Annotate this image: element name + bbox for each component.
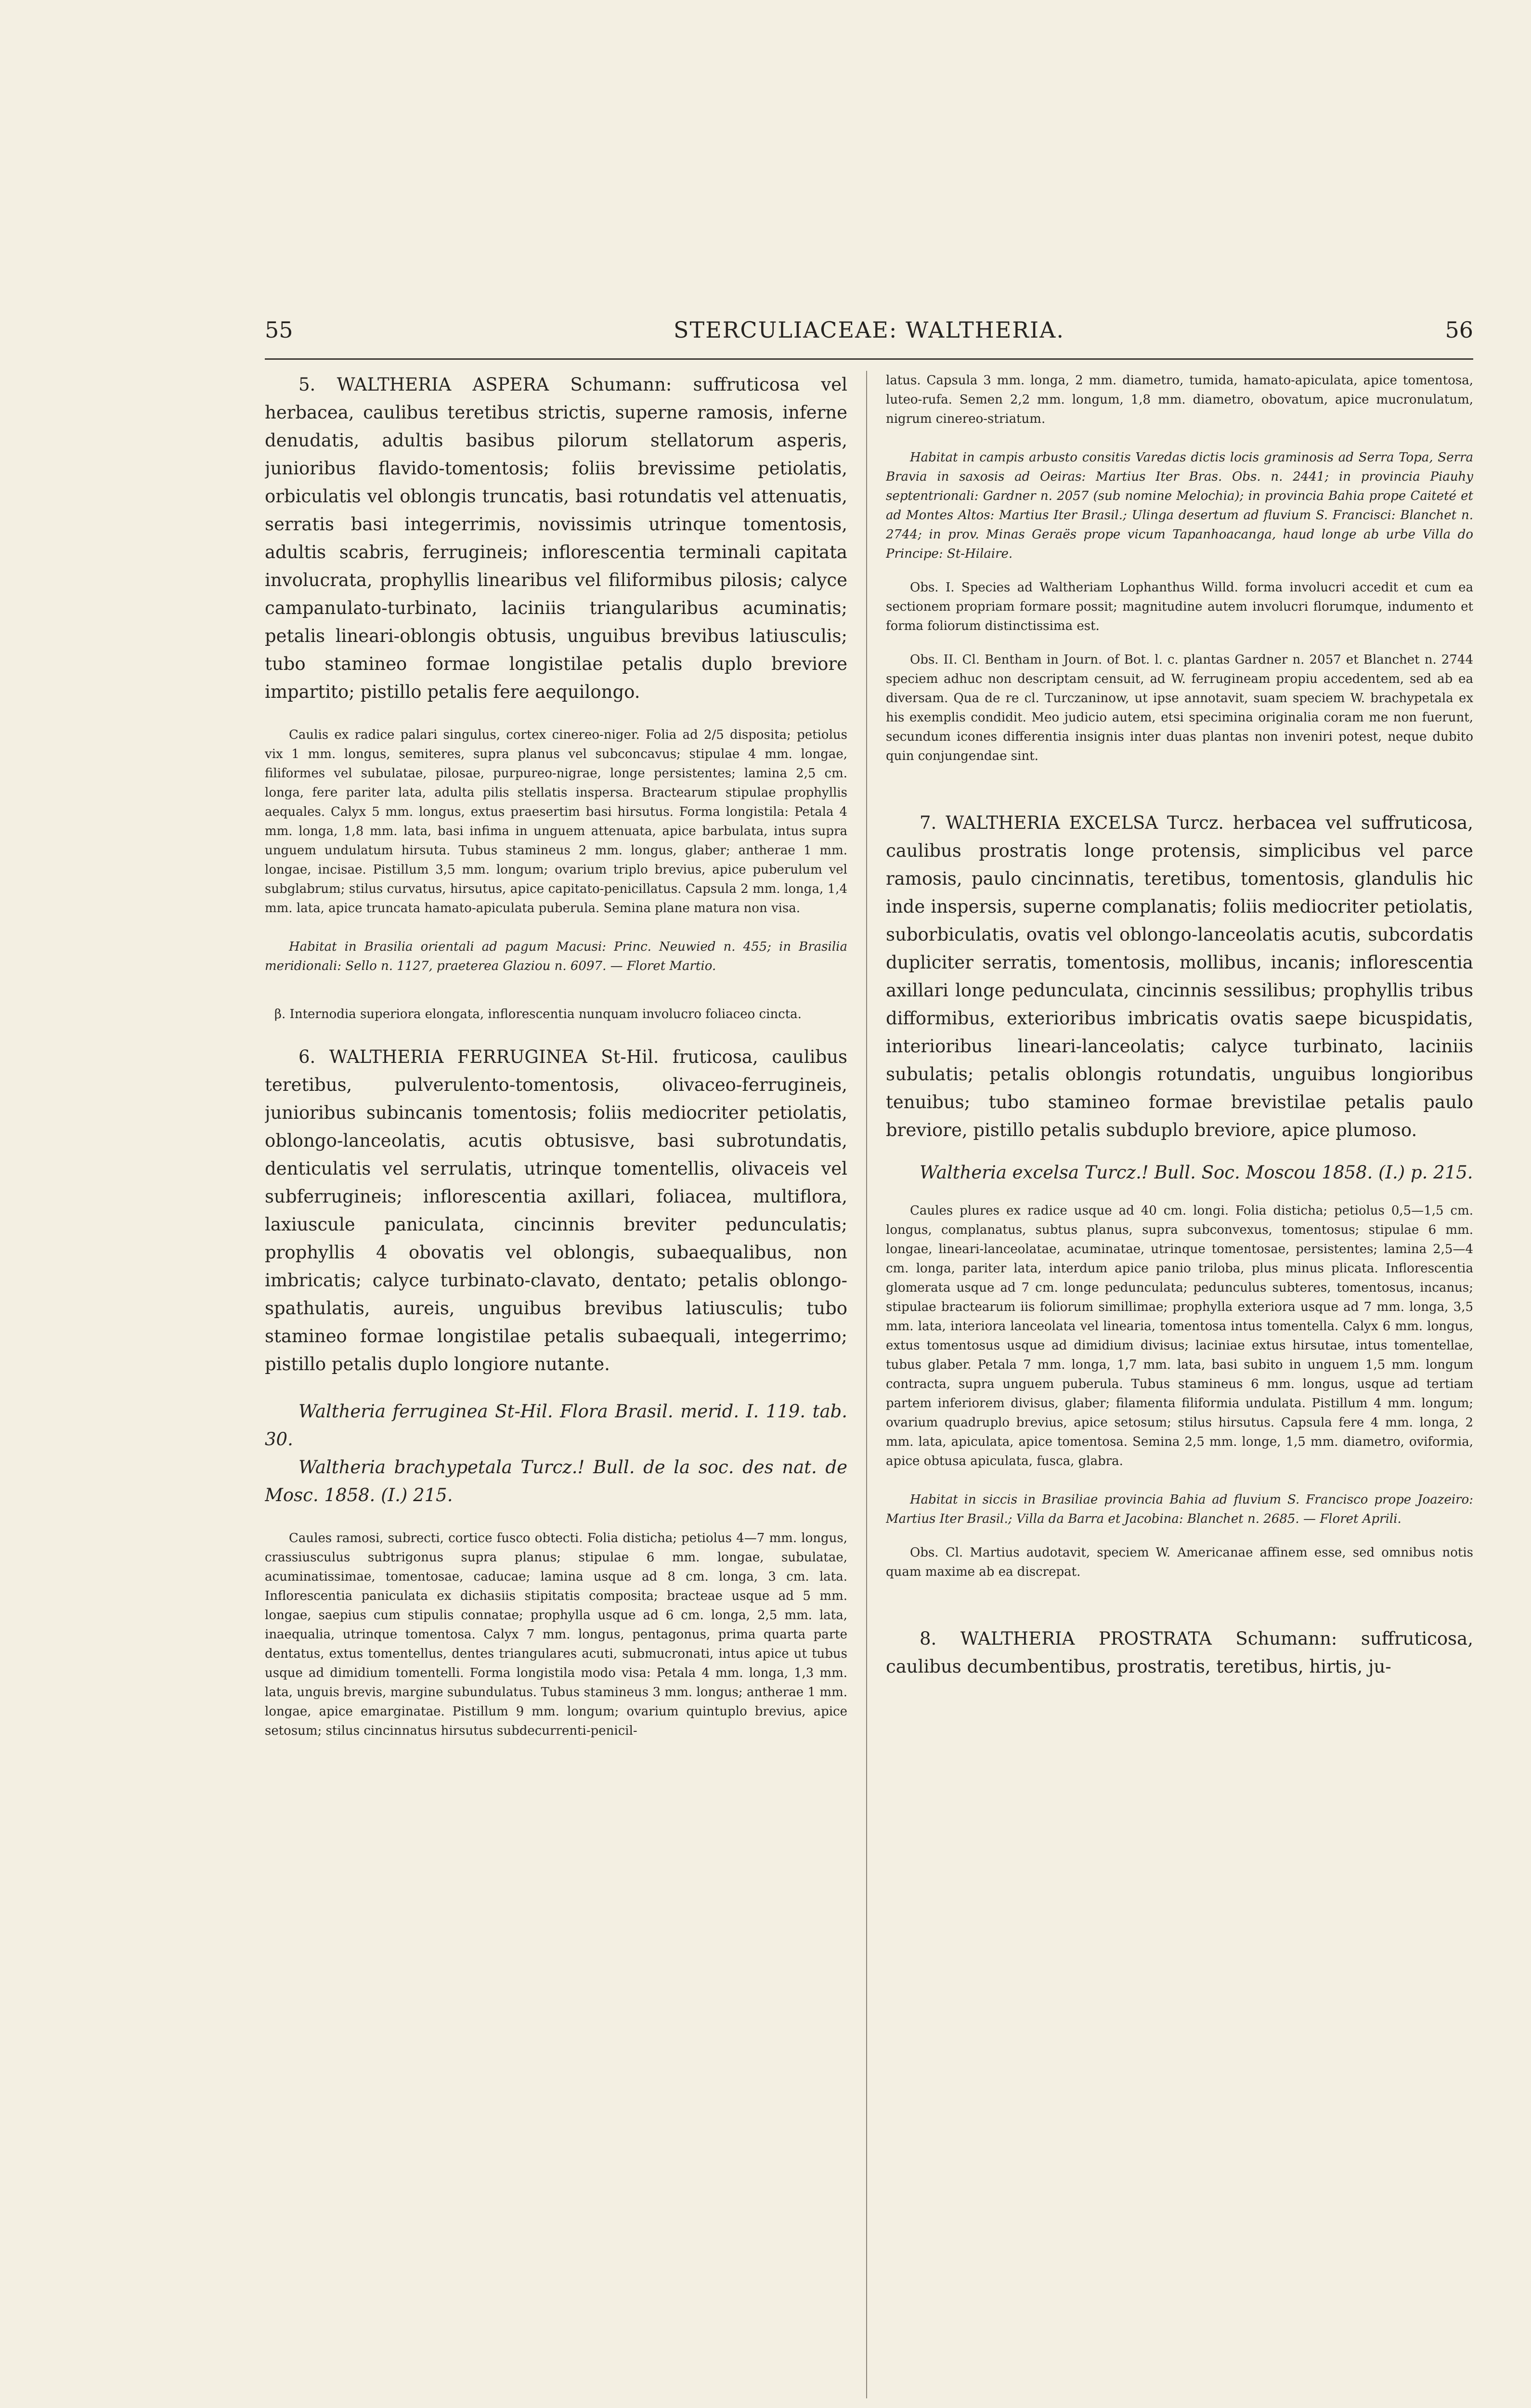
- species-7-details: Caules plures ex radice usque ad 40 cm. longi. Folia disticha; petiolus 0,5—1,5 cm. longus, complanatus, subtus planus, supra subconvexus, tomentosus; stipulae 6 mm. longae, lineari-lanceolatae, acuminatae, utrinque tomentosae, persistentes; lamina 2,5—4 cm. longa, pariter lata, interdum apice panio triloba, plus minus plicata. Inflorescentia glomerata usque ad 7 cm. longe pedunculata; pedunculus subteres, tomentosus, incanus; stipulae bractearum iis foliorum simillimae; prophylla exteriora usque ad 7 mm. longa, 3,5 mm. lata, interiora lanceolata vel linearia, tomentosa intus tomentella. Calyx 6 mm. longus, extus tomentosus usque ad dimidium divisus; laciniae extus hirsutae, intus tomentellae, tubus glaber. Petala 7 mm. longa, 1,7 mm. lata, basi subito in unguem 1,5 mm. longum contracta, supra unguem puberula. Tubus stamineus 6 mm. longus, usque ad tertiam partem inferiorem divisus, glaber; filamenta filiformia undulata. Pistillum 4 mm. longum; ovarium quadruplo brevius, apice setosum; stilus hirsutus. Capsula fere 4 mm. longa, 2 mm. lata, apiculata, apice tomentosa. Semina 2,5 mm. longe, 1,5 mm. diametro, oviformia, apice obtusa apiculata, fusca, glabra.: [886, 1204, 1473, 1468]
- species-6-reference-2: Waltheria brachypetala Turcz.! Bull. de la soc. des nat. de Mosc. 1858. (I.) 215.: [265, 1457, 847, 1505]
- left-column: [265, 371, 847, 2408]
- page-header: [265, 317, 1473, 355]
- column-divider: [866, 371, 867, 2398]
- species-6-description: 6. WALTHERIA FERRUGINEA St-Hil. fruticosa, caulibus teretibus, pulverulento-tomentosis, olivaceo-ferrugineis, junioribus subincanis tomentosis; foliis mediocriter petiolatis, oblongo-lanceolatis, acutis obtusisve, basi subrotundatis, denticulatis vel serrulatis, utrinque tomentellis, olivaceis vel subferrugineis; inflorescentia axillari, foliacea, multiflora, laxiuscule paniculata, cincinnis breviter pedunculatis; prophyllis 4 obovatis vel oblongis, subaequalibus, non imbricatis; calyce turbinato-clavato, dentato; petalis oblongo-spathulatis, aureis, unguibus brevibus latiusculis; tubo stamineo formae longistilae petalis subaequali, integerrimo; pistillo petalis duplo longiore nutante.: [265, 1047, 847, 1374]
- species-6-details-continued: latus. Capsula 3 mm. longa, 2 mm. diametro, tumida, hamato-apiculata, apice tomentosa, luteo-rufa. Semen 2,2 mm. longum, 1,8 mm. diametro, obovatum, apice mucronulatum, nigrum cinereo-striatum.: [886, 373, 1473, 426]
- species-7-description: 7. WALTHERIA EXCELSA Turcz. herbacea vel suffruticosa, caulibus prostratis longe protensis, simplicibus vel parce ramosis, paulo cincinnatis, teretibus, tomentosis, glandulis hic inde inspersis, superne complanatis; foliis mediocriter petiolatis, suborbiculatis, ovatis vel oblongo-lanceolatis acutis, subcordatis dupliciter serratis, tomentosis, mollibus, incanis; inflorescentia axillari longe pedunculata, cincinnis sessilibus; prophyllis tribus difformibus, exterioribus imbricatis ovatis saepe bicuspidatis, interioribus lineari-lanceolatis; calyce turbinato, laciniis subulatis; petalis oblongis rotundatis, unguibus longioribus tenuibus; tubo stamineo formae brevistilae petalis paulo breviore, pistillo petalis subduplo breviore, apice plumoso.: [886, 812, 1473, 1140]
- species-8-description: 8. WALTHERIA PROSTRATA Schumann: suffruticosa, caulibus decumbentibus, prostratis, teretibus, hirtis, ju-: [886, 1628, 1473, 1677]
- species-5-habitat: Habitat in Brasilia orientali ad pagum Macusi: Princ. Neuwied n. 455; in Brasilia meridionali: Sello n. 1127, praeterea Glaziou n. 6097. — Floret Martio.: [265, 940, 847, 973]
- species-6-habitat: Habitat in campis arbusto consitis Varedas dictis locis graminosis ad Serra Topa, Serra Bravia in saxosis ad Oeiras: Martius Iter Bras. Obs. n. 2441; in provincia Piauhy septentrionali: Gardner n. 2057 (sub nomine Melochia); in provincia Bahia prope Caiteté et ad Montes Altos: Martius Iter Brasil.; Ulinga desertum ad fluvium S. Francisci: Blanchet n. 2744; in prov. Minas Geraës prope vicum Tapanhoacanga, haud longe ab urbe Villa do Principe: St-Hilaire.: [886, 450, 1473, 561]
- running-title: STERCULIACEAE: WALTHERIA.: [673, 317, 1065, 343]
- species-6-reference-1: Waltheria ferruginea St-Hil. Flora Brasil. merid. I. 119. tab. 30.: [265, 1401, 847, 1450]
- species-7-reference: Waltheria excelsa Turcz.! Bull. Soc. Moscou 1858. (I.) p. 215.: [920, 1162, 1473, 1183]
- right-column: [886, 371, 1473, 2408]
- species-6-observation-1: Obs. I. Species ad Waltheriam Lophanthus Willd. forma involucri accedit et cum ea sectionem propriam formare possit; magnitudine autem involucri florumque, indumento et forma foliorum distinctissima est.: [886, 580, 1473, 633]
- species-5-variety-beta: β. Internodia superiora elongata, inflorescentia nunquam involucro foliaceo cincta.: [274, 1007, 802, 1021]
- species-7-habitat: Habitat in siccis in Brasiliae provincia Bahia ad fluvium S. Francisco prope Joazeiro: Martius Iter Brasil.; Villa da Barra et Jacobina: Blanchet n. 2685. — Floret Aprili.: [886, 1492, 1473, 1526]
- species-6-details: Caules ramosi, subrecti, cortice fusco obtecti. Folia disticha; petiolus 4—7 mm. longus, crassiusculus subtrigonus supra planus; stipulae 6 mm. longae, subulatae, acuminatissimae, tomentosae, caducae; lamina usque ad 8 cm. longa, 3 cm. lata. Inflorescentia paniculata ex dichasiis stipitatis composita; bracteae usque ad 5 mm. longae, saepius cum stipulis connatae; prophylla usque ad 6 cm. longa, 2,5 mm. lata, inaequalia, utrinque tomentosa. Calyx 7 mm. longus, pentagonus, prima quarta parte dentatus, extus tomentellus, dentes triangulares acuti, submucronati, intus apice ut tubus usque ad dimidium tomentelli. Forma longistila modo visa: Petala 4 mm. longa, 1,3 mm. lata, unguis brevis, margine subundulatus. Tubus stamineus 3 mm. longus; antherae 1 mm. longae, apice emarginatae. Pistillum 9 mm. longum; ovarium quintuplo brevius, apice setosum; stilus cincinnatus hirsutus subdecurrenti-penicil-: [265, 1531, 847, 1738]
- species-6-observation-2: Obs. II. Cl. Bentham in Journ. of Bot. l. c. plantas Gardner n. 2057 et Blanchet n. 2744 speciem adhuc non descriptam censuit, ad W. ferrugineam propiu accedentem, sed ab ea diversam. Qua de re cl. Turczaninow, ut ipse annotavit, suam speciem W. brachypetala ex his exemplis condidit. Meo judicio autem, etsi specimina originalia coram me non fuerunt, secundum icones differentia insignis inter duas plantas non inveniri potest, neque dubito quin conjungendae sint.: [886, 653, 1473, 763]
- species-5-description: 5. WALTHERIA ASPERA Schumann: suffruticosa vel herbacea, caulibus teretibus strictis, superne ramosis, inferne denudatis, adultis basibus pilorum stellatorum asperis, junioribus flavido-tomentosis; foliis brevissime petiolatis, orbiculatis vel oblongis truncatis, basi rotundatis vel attenuatis, serratis basi integerrimis, novissimis utrinque tomentosis, adultis scabris, ferrugineis; inflorescentia terminali capitata involucrata, prophyllis linearibus vel filiformibus pilosis; calyce campanulato-turbinato, laciniis triangularibus acuminatis; petalis lineari-oblongis obtusis, unguibus brevibus latiusculis; tubo stamineo formae longistilae petalis duplo breviore impartito; pistillo petalis fere aequilongo.: [265, 374, 847, 702]
- header-rule: [265, 358, 1473, 360]
- species-5-details: Caulis ex radice palari singulus, cortex cinereo-niger. Folia ad 2/5 disposita; petiolus vix 1 mm. longus, semiteres, supra planus vel subconcavus; stipulae 4 mm. longae, filiformes vel subulatae, pilosae, purpureo-nigrae, longe persistentes; lamina 2,5 cm. longa, fere pariter lata, adulta pilis stellatis inspersa. Bractearum stipulae prophyllis aequales. Calyx 5 mm. longus, extus praesertim basi hirsutus. Forma longistila: Petala 4 mm. longa, 1,8 mm. lata, basi infima in unguem attenuata, apice barbulata, intus supra unguem undulatum hirsuta. Tubus stamineus 2 mm. longus, glaber; antherae 1 mm. longae, incisae. Pistillum 3,5 mm. longum; ovarium triplo brevius, apice puberulum vel subglabrum; stilus curvatus, hirsutus, apice capitato-penicillatus. Capsula 2 mm. longa, 1,4 mm. lata, apice truncata hamato-apiculata puberula. Semina plane matura non visa.: [265, 728, 847, 916]
- species-7-observation: Obs. Cl. Martius audotavit, speciem W. Americanae affinem esse, sed omnibus notis quam maxime ab ea discrepat.: [886, 1545, 1473, 1579]
- page-number-right: 56: [1445, 317, 1473, 343]
- page-number-left: 55: [265, 317, 293, 343]
